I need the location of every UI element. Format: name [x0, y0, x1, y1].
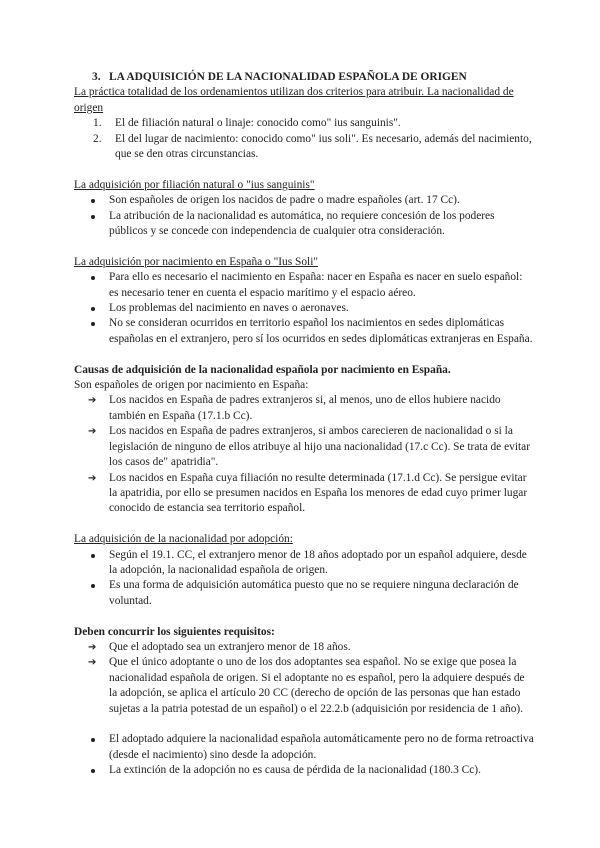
list-item — [74, 763, 534, 778]
section-number: 3. — [92, 71, 101, 83]
heading-adopcion: La adquisición de la nacionalidad por adopción: — [74, 533, 293, 546]
list-item — [74, 640, 534, 655]
arrow-right-icon: ➔ — [88, 426, 97, 438]
item-text: Los nacidos en España de padres extranjeros si, al menos, uno de ellos hubiere nacido también en España (17.1.b Cc). — [109, 394, 501, 422]
arrow-right-icon: ➔ — [88, 657, 97, 669]
item-text: No se consideran ocurridos en territorio español los nacimientos en sedes diplomáticas españolas en el extranjero, pero sí los ocurridos en sedes diplomáticas extranjeras en España. — [109, 317, 533, 345]
item-text: El del lugar de nacimiento: conocido como" ius soli". Es necesario, además del nacimiento, que se den otras circunstancias. — [115, 132, 532, 161]
bullet-icon — [91, 584, 95, 588]
bullet-icon — [91, 322, 95, 326]
bullet-list — [74, 548, 534, 610]
intro-paragraph: La práctica totalidad de los ordenamientos utilizan dos criterios para atribuir. La nacionalidad de origen — [74, 86, 514, 114]
bullet-icon — [91, 554, 95, 558]
item-text: El adoptado adquiere la nacionalidad española automáticamente pero no de forma retroactiva (desde el nacimiento) sino desde la adopción. — [109, 733, 534, 761]
item-text: La atribución de la nacionalidad es automática, no requiere concesión de los poderes públicos y se concede con independencia de cualquier otra consideración. — [109, 209, 495, 238]
item-text: Para ello es necesario el nacimiento en España: nacer en España es nacer en suelo español: es necesario tener en cuenta el espacio marítimo y el espacio aéreo. — [109, 271, 523, 299]
bullet-icon — [91, 769, 95, 773]
bullet-icon — [91, 215, 95, 219]
section-title — [74, 70, 534, 85]
item-text: Los nacidos en España cuya filiación no resulte determinada (17.1.d Cc). Se persigue evitar la apatridia, por ello se presumen nacidos en España los menores de edad cuyo primer lugar conocido de estancia sea territorio español. — [109, 471, 528, 515]
list-item — [74, 209, 534, 240]
list-item — [74, 301, 534, 316]
list-item — [74, 116, 534, 131]
heading-ius-soli: La adquisición por nacimiento en España o "Ius Soli" — [74, 255, 319, 268]
item-text: Según el 19.1. CC, el extranjero menor de 18 años adoptado por un español adquiere, desde la adopción, la nacionalidad española de origen. — [109, 548, 527, 576]
list-item — [74, 193, 534, 208]
item-text: Los nacidos en España de padres extranjeros, si ambos carecieren de nacionalidad o si la legislación de ninguno de ellos atribuye al hijo una nacionalidad (17.c Cc). Se trata de evitar los casos de" apatridia". — [109, 425, 530, 469]
item-text: La extinción de la adopción no es causa de pérdida de la nacionalidad (180.3 Cc). — [109, 764, 481, 777]
causas-intro: Son españoles de origen por nacimiento en España: — [74, 379, 309, 392]
item-text: El de filiación natural o linaje: conocido como" ius sanguinis". — [115, 117, 401, 130]
arrow-list — [74, 640, 534, 717]
list-item — [74, 655, 534, 717]
item-text: Que el único adoptante o uno de los dos adoptantes sea español. No se exige que posea la nacionalidad española de origen. Si el adoptante no es español, pero la adquiere después de la adopción, se aplica el artículo 20 CC (derecho de opción de las personas que han estado sujetas a la patria potestad de un español) o el 22.2.b (adquisición por residencia de 1 año). — [109, 656, 525, 715]
item-text: Es una forma de adquisición automática puesto que no se requiere ninguna declaración de voluntad. — [109, 579, 519, 607]
list-item — [74, 316, 534, 347]
bullet-list — [74, 732, 534, 778]
document-page — [74, 70, 534, 779]
bullet-list — [74, 270, 534, 347]
item-text: Los problemas del nacimiento en naves o aeronaves. — [109, 302, 349, 315]
section-title-text: LA ADQUISICIÓN DE LA NACIONALIDAD ESPAÑOLA DE ORIGEN — [109, 71, 467, 83]
arrow-right-icon: ➔ — [88, 472, 97, 484]
list-item — [74, 548, 534, 579]
arrow-right-icon: ➔ — [88, 641, 97, 653]
heading-ius-sanguinis: La adquisición por filiación natural o "ius sanguinis" — [74, 178, 315, 191]
list-item — [74, 132, 534, 163]
item-number: 2. — [93, 132, 102, 145]
heading-causas: Causas de adquisición de la nacionalidad española por nacimiento en España. — [74, 363, 451, 376]
heading-requisitos: Deben concurrir los siguientes requisitos: — [74, 625, 275, 638]
arrow-right-icon: ➔ — [88, 395, 97, 407]
list-item — [74, 424, 534, 470]
bullet-icon — [91, 738, 95, 742]
bullet-icon — [91, 199, 95, 203]
criteria-list — [74, 116, 534, 162]
list-item — [74, 471, 534, 517]
item-number: 1. — [93, 117, 102, 130]
item-text: Son españoles de origen los nacidos de padre o madre españoles (art. 17 Cc). — [109, 194, 460, 207]
bullet-icon — [91, 276, 95, 280]
bullet-icon — [91, 307, 95, 311]
bullet-list — [74, 193, 534, 239]
list-item — [74, 578, 534, 609]
arrow-list — [74, 393, 534, 516]
list-item — [74, 270, 534, 301]
list-item — [74, 732, 534, 763]
item-text: Que el adoptado sea un extranjero menor de 18 años. — [109, 640, 351, 653]
list-item — [74, 393, 534, 424]
